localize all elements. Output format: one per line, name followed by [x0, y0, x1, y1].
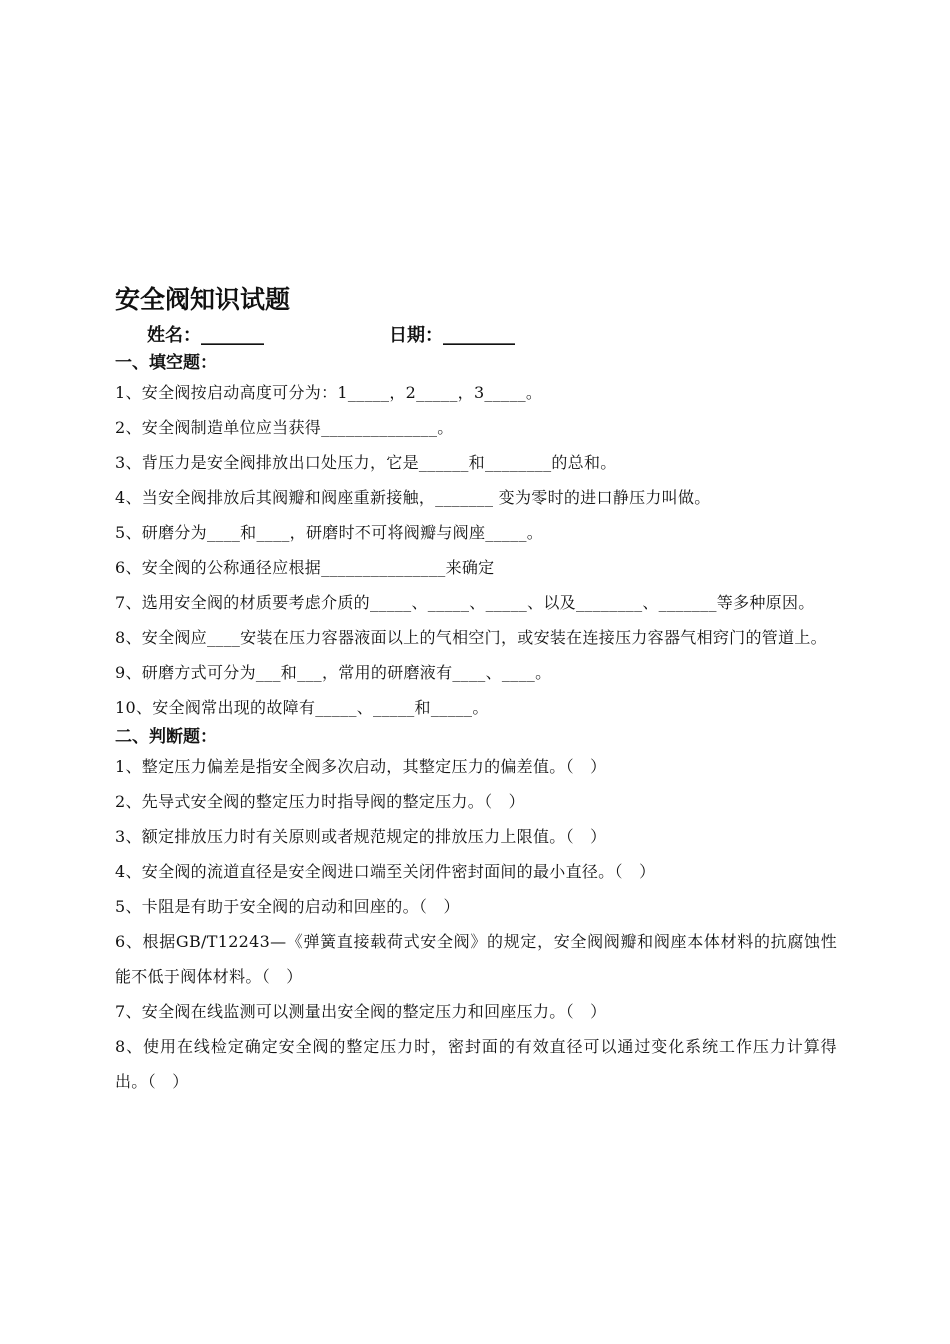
date-field-label: 日期：________ [389, 325, 515, 346]
question-tf-2: 2、先导式安全阀的整定压力时指导阀的整定压力。（ ） [115, 792, 525, 811]
name-field-label: 姓名：_______ [147, 325, 264, 346]
question-tf-5: 5、卡阻是有助于安全阀的启动和回座的。（ ） [115, 897, 460, 916]
question-fill-7: 7、选用安全阀的材质要考虑介质的_____、_____、_____、以及________、_______等多种原因。 [115, 593, 815, 612]
document-title: 安全阀知识试题 [115, 285, 291, 314]
question-fill-3: 3、背压力是安全阀排放出口处压力，它是______和________的总和。 [115, 453, 617, 472]
exam-page [115, 283, 837, 1099]
question-fill-8: 8、安全阀应____安装在压力容器液面以上的气相空门，或安装在连接压力容器气相窍门的管道上。 [115, 628, 827, 647]
question-tf-7: 7、安全阀在线监测可以测量出安全阀的整定压力和回座压力。（ ） [115, 1002, 607, 1021]
question-tf-6: 6、根据GB/T12243—《弹簧直接载荷式安全阀》的规定，安全阀阀瓣和阀座本体材料的抗腐蚀性能不低于阀体材料。（ ） [115, 932, 837, 986]
question-fill-4: 4、当安全阀排放后其阀瓣和阀座重新接触，_______ 变为零时的进口静压力叫做。 [115, 488, 711, 507]
question-fill-6: 6、安全阀的公称通径应根据_______________来确定 [115, 558, 495, 577]
question-fill-10: 10、安全阀常出现的故障有_____、_____和_____。 [115, 698, 489, 717]
section-true-false-heading: 二、判断题： [115, 727, 217, 747]
question-tf-8: 8、使用在线检定确定安全阀的整定压力时，密封面的有效直径可以通过变化系统工作压力计算得出。（ ） [115, 1037, 837, 1091]
header-info [115, 321, 837, 351]
question-fill-1: 1、安全阀按启动高度可分为：1_____，2_____，3_____。 [115, 383, 543, 402]
question-fill-5: 5、研磨分为____和____，研磨时不可将阀瓣与阀座_____。 [115, 523, 544, 542]
question-fill-9: 9、研磨方式可分为___和___，常用的研磨液有____、____。 [115, 663, 552, 682]
section-fill-in-heading: 一、填空题： [115, 353, 217, 373]
question-tf-3: 3、额定排放压力时有关原则或者规范规定的排放压力上限值。（ ） [115, 827, 607, 846]
question-tf-1: 1、整定压力偏差是指安全阀多次启动，其整定压力的偏差值。（ ） [115, 757, 607, 776]
question-fill-2: 2、安全阀制造单位应当获得______________。 [115, 418, 454, 437]
question-tf-4: 4、安全阀的流道直径是安全阀进口端至关闭件密封面间的最小直径。（ ） [115, 862, 656, 881]
